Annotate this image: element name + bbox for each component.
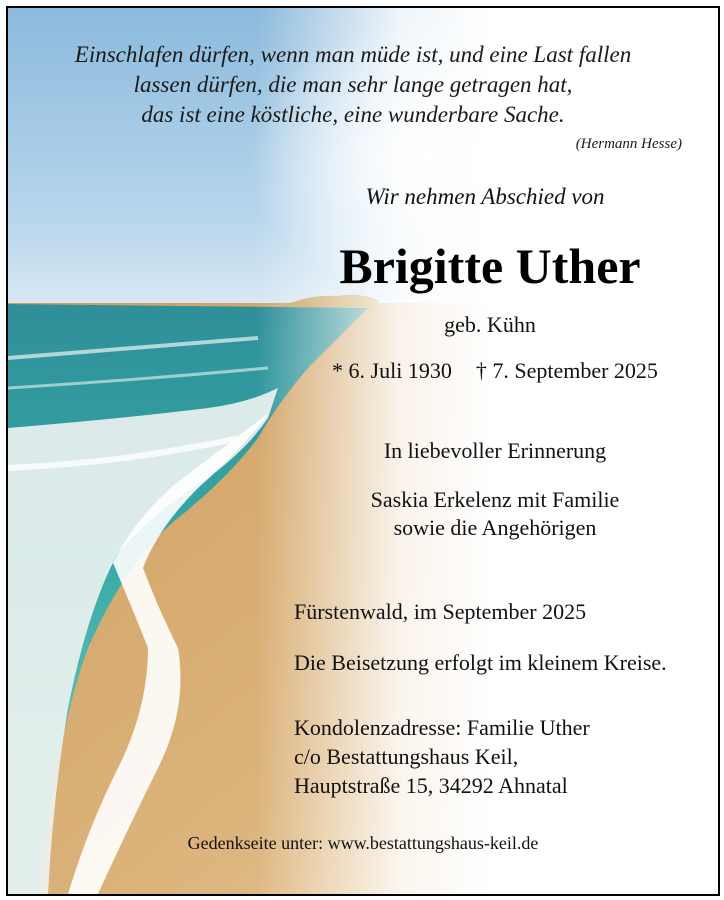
birth-date: * 6. Juli 1930 [332, 358, 452, 383]
place-date: Fürstenwald, im September 2025 [294, 599, 587, 624]
mourner-line: sowie die Angehörigen [393, 515, 597, 540]
memory-line: In liebevoller Erinnerung [383, 438, 607, 463]
birth-name: geb. Kühn [444, 312, 536, 337]
condolence-line: c/o Bestattungshaus Keil, [294, 744, 519, 769]
funeral-note: Die Beisetzung erfolgt im kleinem Kreise. [294, 650, 667, 675]
death-date: † 7. September 2025 [475, 358, 658, 383]
quote-author: (Hermann Hesse) [575, 136, 682, 152]
condolence-address [294, 713, 714, 800]
quote-line: das ist eine köstliche, eine wunderbare Sache. [141, 102, 565, 127]
condolence-line: Kondolenzadresse: Familie Uther [294, 715, 590, 740]
deceased-name: Brigitte Uther [339, 238, 641, 294]
quote-line: lassen dürfen, die man sehr lange getragen hat, [133, 72, 573, 97]
obituary-card [6, 6, 720, 896]
mourner-line: Saskia Erkelenz mit Familie [370, 487, 620, 512]
life-dates [300, 358, 690, 384]
memorial-page-link[interactable]: Gedenkseite unter: www.bestattungshaus-keil.de [187, 833, 539, 853]
farewell-intro: Wir nehmen Abschied von [365, 184, 605, 209]
quote [8, 40, 698, 130]
mourners [300, 486, 690, 542]
quote-line: Einschlafen dürfen, wenn man müde ist, und eine Last fallen [74, 42, 632, 67]
condolence-line: Hauptstraße 15, 34292 Ahnatal [294, 773, 568, 798]
